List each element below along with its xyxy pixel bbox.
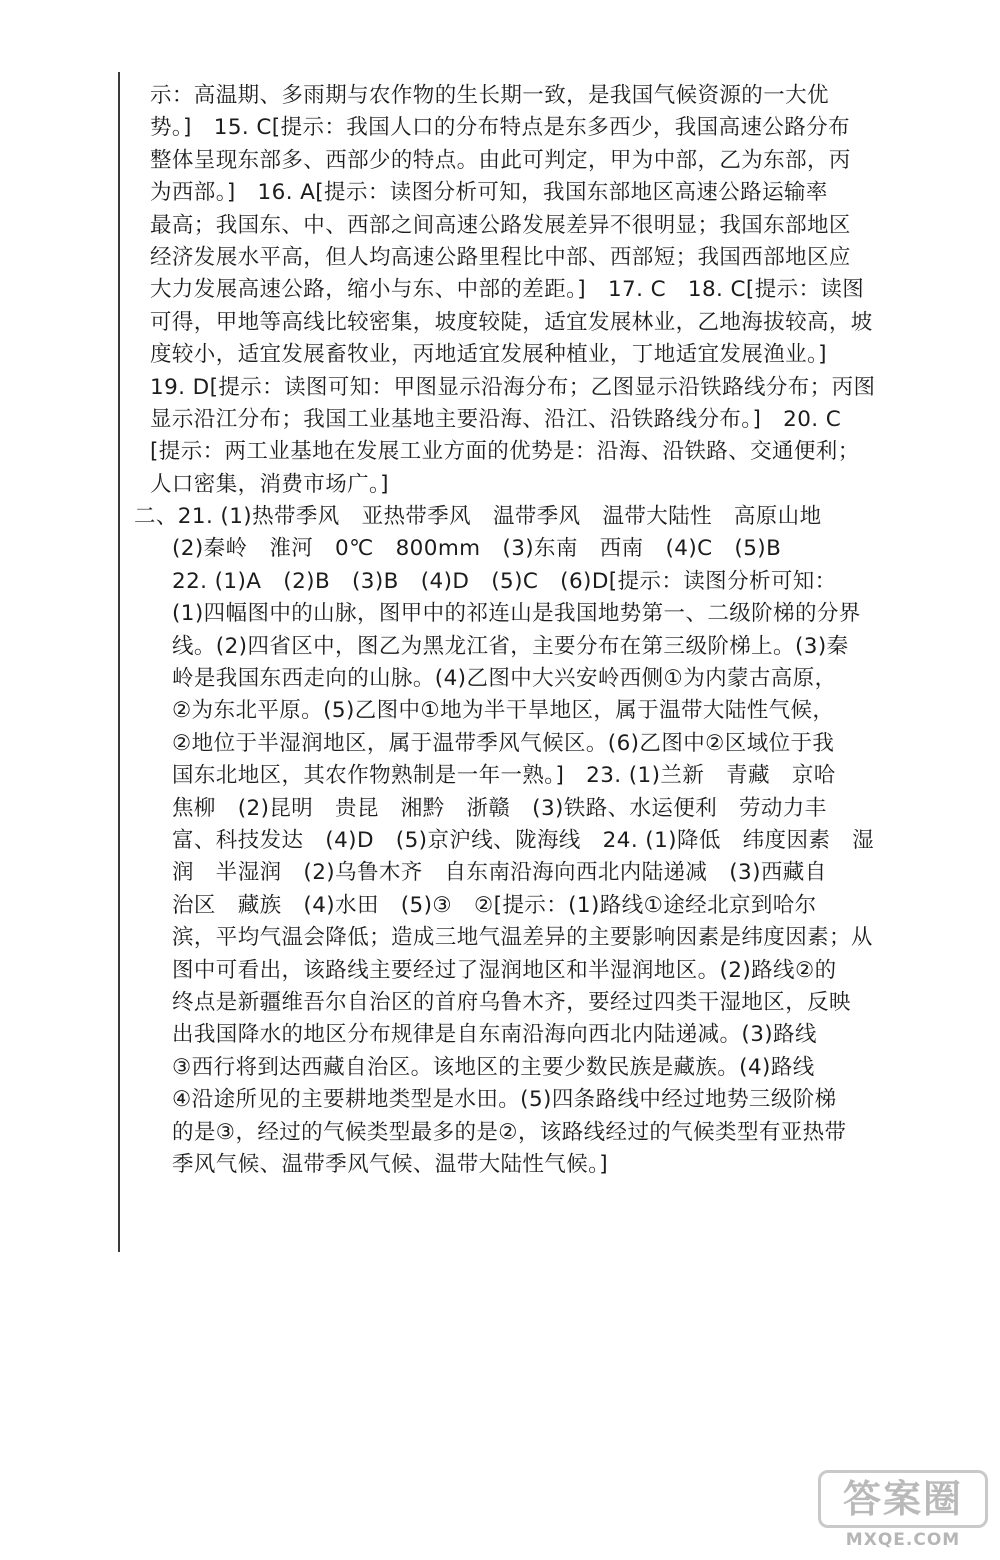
text-line: 最高；我国东、中、西部之间高速公路发展差异不很明显；我国东部地区 — [150, 212, 851, 238]
text-line: 图中可看出，该路线主要经过了湿润地区和半湿润地区。(2)路线②的 — [172, 957, 837, 983]
watermark-logo: 答案圈 — [818, 1470, 988, 1528]
text-line: 治区 藏族 (4)水田 (5)③ ②[提示：(1)路线①途经北京到哈尔 — [172, 892, 817, 918]
text-line: 的是③，经过的气候类型最多的是②，该路线经过的气候类型有亚热带 — [172, 1119, 847, 1145]
text-line: ③西行将到达西藏自治区。该地区的主要少数民族是藏族。(4)路线 — [172, 1054, 815, 1080]
text-line: 终点是新疆维吾尔自治区的首府乌鲁木齐，要经过四类干湿地区，反映 — [172, 989, 851, 1015]
text-line: 整体呈现东部多、西部少的特点。由此可判定，甲为中部，乙为东部，丙 — [150, 147, 851, 173]
text-line: 岭是我国东西走向的山脉。(4)乙图中大兴安岭西侧①为内蒙古高原， — [172, 666, 837, 692]
text-line: 人口密集，消费市场广。] — [150, 471, 389, 497]
text-line: [提示：两工业基地在发展工业方面的优势是：沿海、沿铁路、交通便利； — [150, 439, 860, 465]
text-line: ②地位于半湿润地区，属于温带季风气候区。(6)乙图中②区域位于我 — [172, 730, 835, 756]
site-watermark — [818, 1470, 988, 1550]
text-line: 势。] 15. C[提示：我国人口的分布特点是东多西少，我国高速公路分布 — [150, 115, 850, 141]
text-line: 显示沿江分布；我国工业基地主要沿海、沿江、沿铁路线分布。] 20. C — [150, 406, 842, 432]
text-line: 可得，甲地等高线比较密集，坡度较陡，适宜发展林业，乙地海拔较高，坡 — [150, 309, 873, 335]
text-line: (1)四幅图中的山脉，图甲中的祁连山是我国地势第一、二级阶梯的分界 — [172, 601, 861, 627]
text-line: 19. D[提示：读图可知：甲图显示沿海分布；乙图显示沿铁路线分布；丙图 — [150, 374, 876, 400]
text-line: 为西部。] 16. A[提示：读图分析可知，我国东部地区高速公路运输率 — [150, 180, 828, 206]
text-line: 大力发展高速公路，缩小与东、中部的差距。] 17. C 18. C[提示：读图 — [150, 277, 865, 303]
text-line: 22. (1)A (2)B (3)B (4)D (5)C (6)D[提示：读图分析可知： — [172, 568, 837, 594]
text-line: 润 半湿润 (2)乌鲁木齐 自东南沿海向西北内陆递减 (3)西藏自 — [172, 860, 827, 886]
text-line: (2)秦岭 淮河 0℃ 800mm (3)东南 西南 (4)C (5)B — [172, 536, 782, 562]
text-line: 季风气候、温带季风气候、温带大陆性气候。] — [172, 1151, 609, 1177]
section-heading-line: 二、21. (1)热带季风 亚热带季风 温带季风 温带大陆性 高原山地 — [134, 504, 822, 530]
left-margin-rule — [118, 72, 120, 1252]
text-line: 富、科技发达 (4)D (5)京沪线、陇海线 24. (1)降低 纬度因素 湿 — [172, 827, 875, 853]
text-line: 焦柳 (2)昆明 贵昆 湘黔 浙赣 (3)铁路、水运便利 劳动力丰 — [172, 795, 827, 821]
text-line: 出我国降水的地区分布规律是自东南沿海向西北内陆递减。(3)路线 — [172, 1022, 817, 1048]
text-line: ④沿途所见的主要耕地类型是水田。(5)四条路线中经过地势三级阶梯 — [172, 1087, 837, 1113]
text-line: 滨，平均气温会降低；造成三地气温差异的主要影响因素是纬度因素；从 — [172, 925, 873, 951]
text-line: 度较小，适宜发展畜牧业，丙地适宜发展种植业，丁地适宜发展渔业。] — [150, 342, 827, 368]
text-line: ②为东北平原。(5)乙图中①地为半干旱地区，属于温带大陆性气候， — [172, 698, 835, 724]
text-line: 经济发展水平高，但人均高速公路里程比中部、西部短；我国西部地区应 — [150, 244, 851, 270]
watermark-url: MXQE.COM — [845, 1530, 961, 1550]
text-line: 国东北地区，其农作物熟制是一年一熟。] 23. (1)兰新 青藏 京哈 — [172, 763, 836, 789]
text-line: 示：高温期、多雨期与农作物的生长期一致，是我国气候资源的一大优 — [150, 83, 829, 108]
answer-text-block — [134, 80, 990, 1181]
text-line: 线。(2)四省区中，图乙为黑龙江省，主要分布在第三级阶梯上。(3)秦 — [172, 633, 849, 659]
